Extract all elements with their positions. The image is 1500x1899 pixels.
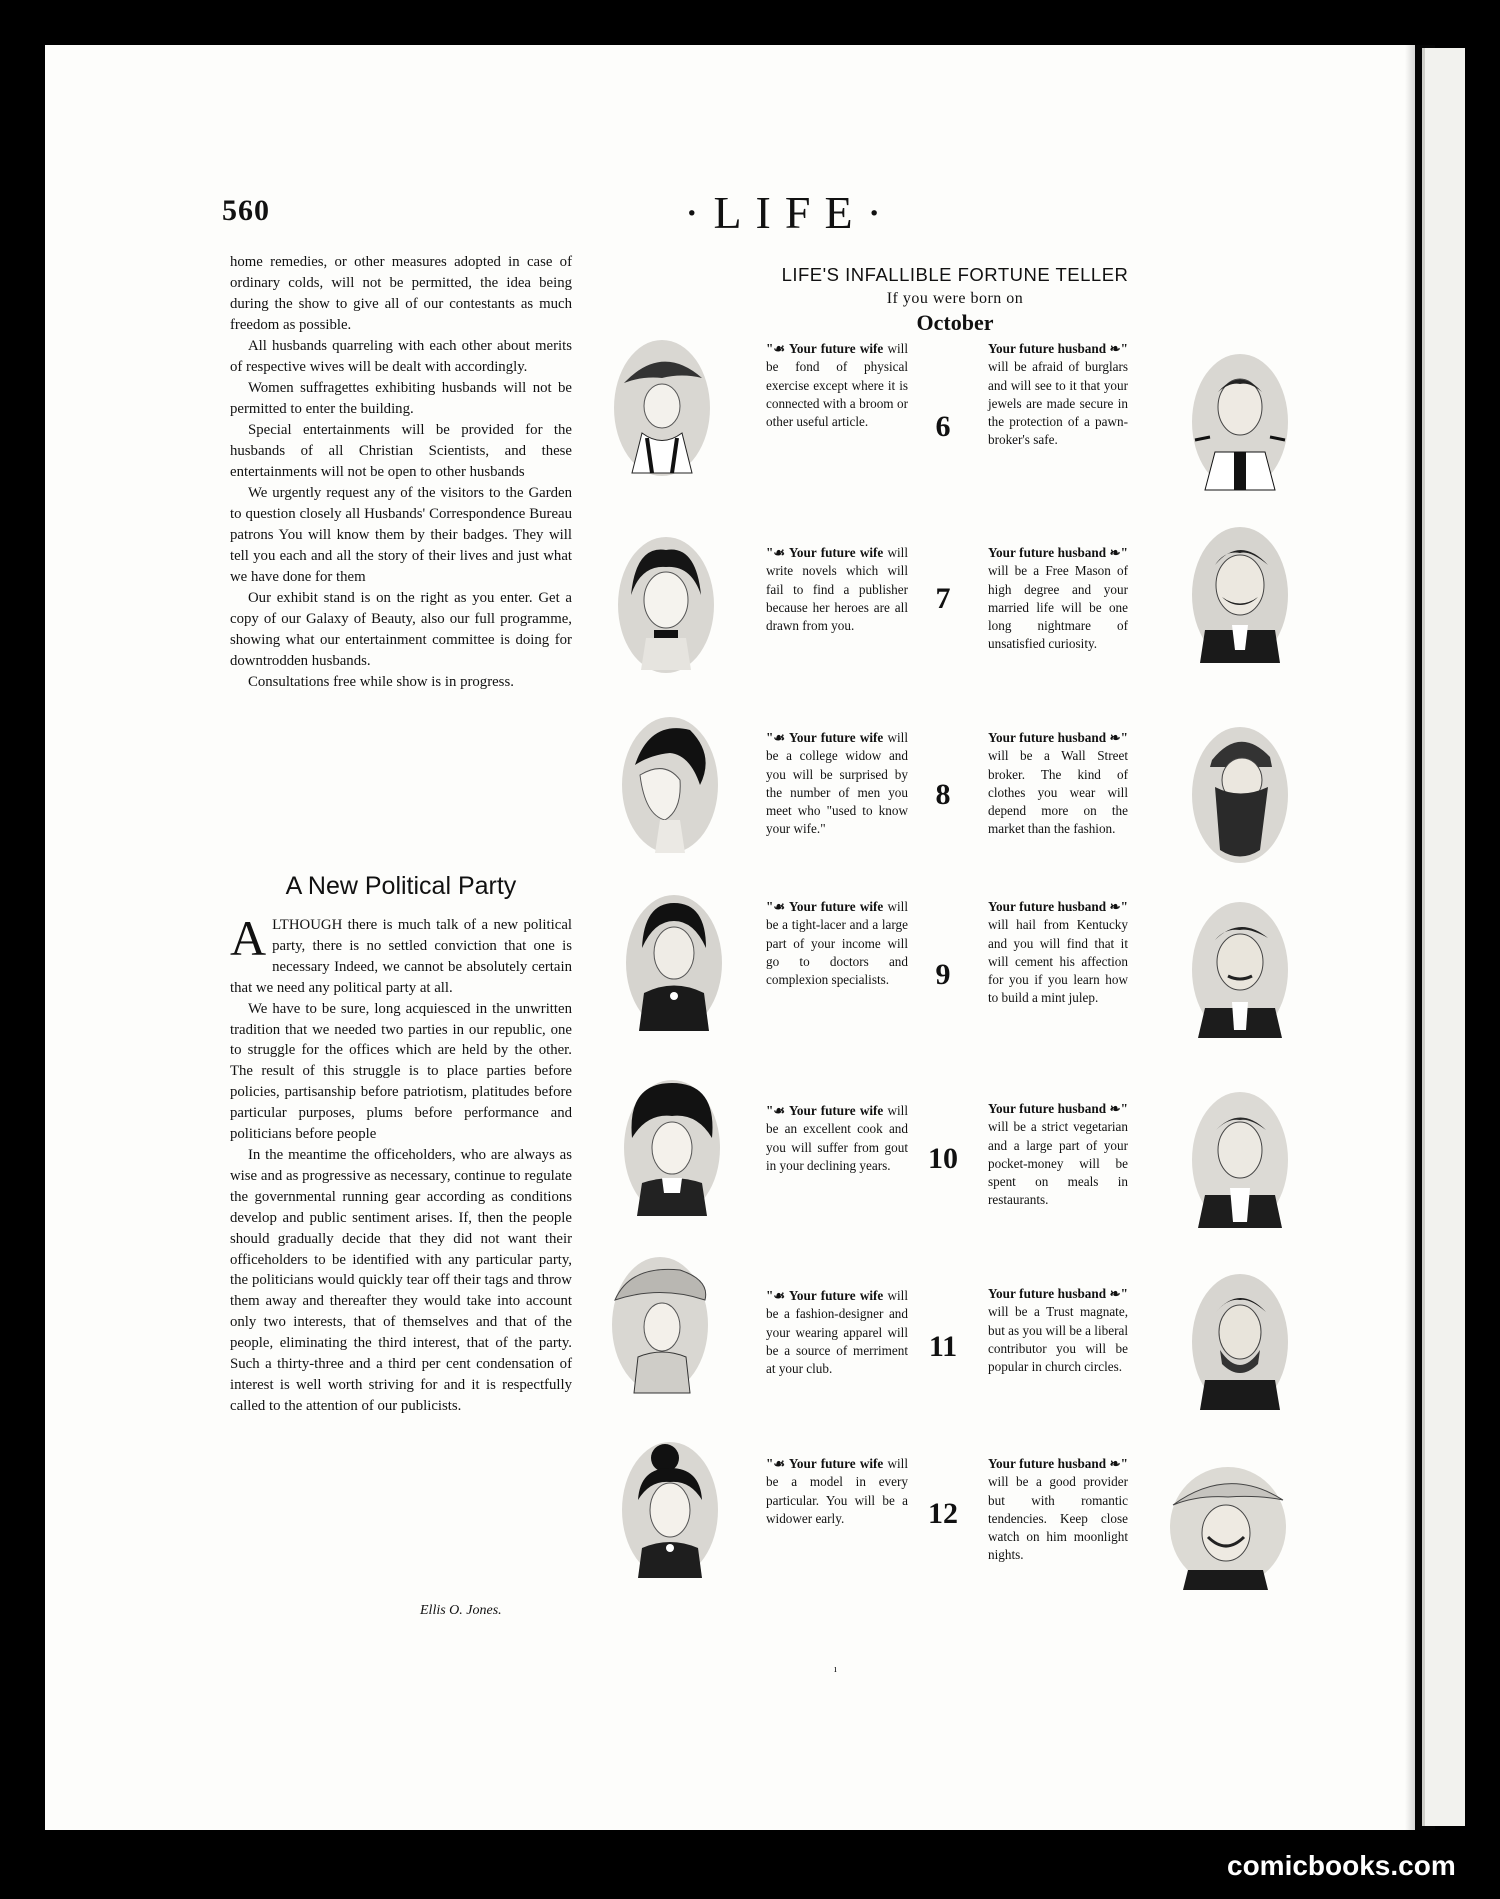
man-portrait-image [1190, 900, 1290, 1040]
woman-portrait-image [624, 893, 724, 1033]
paragraph: ALTHOUGH there is much talk of a new political party, there is no settled conviction that one is necessary Indeed, we cannot be absolutely certain that we need any political party at all. [230, 910, 572, 996]
article-title: A New Political Party [285, 872, 517, 900]
wife-fortune: "☙ Your future wife will be a model in every particular. You will be a widower early. [766, 1456, 908, 1526]
byline: Ellis O. Jones. [420, 1603, 502, 1618]
fortune-teller-month: October [916, 310, 994, 335]
paragraph: Our exhibit stand is on the right as you enter. Get a copy of our Galaxy of Beauty, also our full programme, showing what our entertainment committee is doing for downtrodden husbands. [230, 590, 572, 669]
paragraph: Women suffragettes exhibiting husbands will not be permitted to enter the building. [230, 380, 572, 417]
birth-day-number: 8 [935, 778, 951, 811]
facing-page-edge [1422, 48, 1465, 1826]
fortune-teller-title: LIFE'S INFALLIBLE FORTUNE TELLER [781, 264, 1129, 285]
woman-portrait-image [620, 1440, 720, 1580]
birth-day-number: 9 [935, 958, 951, 991]
paragraph: We have to be sure, long acquiesced in the unwritten tradition that we needed two parties in our republic, one to struggle for the offices which are held by the other. The result of this struggle is to place parties before policies, partisanship before patriotism, platitudes before particular purposes, plums before performance and politicians before people [230, 1000, 572, 1143]
drop-cap: A [230, 910, 267, 966]
birth-day-number: 11 [928, 1330, 958, 1363]
fortune-teller-subtitle: If you were born on [886, 290, 1024, 307]
husband-fortune: Your future husband ❧" will be a Trust magnate, but as you will be a liberal contributor you will be popular in church circles. [988, 1286, 1128, 1375]
paragraph: All husbands quarreling with each other about merits of respective wives will be dealt with accordingly. [230, 338, 572, 375]
page-fold-shadow [1405, 45, 1415, 1830]
wife-fortune: "☙ Your future wife will be a fashion-designer and your wearing apparel will be a source of merriment at your club. [766, 1288, 908, 1377]
paragraph: In the meantime the officeholders, who are always as wise and as progressive as necessary, continue to regulate the governmental running gear according as conditions develop and public sentiment arises. If, then the people should gradually decide that they did not want their officeholders to be identified with any particular party, the politicians would quickly tear off their tags and throw them away and thereafter they would take into account only two interests, that of themselves and that of the people, eliminating the third interest, that of the party. Such a thirty-three and a third per cent condensation of interest is well worth striving for and it is respectfully called to the attention of our publicists. [230, 1146, 572, 1414]
continued-article [230, 252, 572, 693]
woman-portrait-image [610, 1255, 710, 1395]
man-portrait-image [1190, 1272, 1290, 1412]
paragraph: We urgently request any of the visitors to the Garden to question closely all Husbands' Correspondence Bureau patrons You will know them by their badges. They will tell you each and all the story of their lives and just what we have done for them [230, 485, 572, 585]
birth-day-number: 12 [928, 1497, 958, 1530]
wife-fortune: "☙ Your future wife will be an excellent cook and you will suffer from gout in your declining years. [766, 1103, 908, 1173]
woman-portrait-image [616, 535, 716, 675]
watermark-text: comicbooks.com [1227, 1850, 1456, 1881]
page-number: 560 [222, 194, 270, 227]
woman-portrait-image [612, 338, 712, 478]
birth-day-number: 6 [935, 410, 951, 443]
political-article-body [230, 910, 572, 1417]
man-portrait-image [1190, 1090, 1290, 1230]
husband-fortune: Your future husband ❧" will be afraid of burglars and will see to it that your jewels are made secure in the protection of a pawn-broker's safe. [988, 341, 1128, 448]
husband-fortune: Your future husband ❧" will be a strict vegetarian and a large part of your pocket-money will be spent on meals in restaurants. [988, 1101, 1128, 1208]
wife-fortune: "☙ Your future wife will be fond of physical exercise except where it is connected with a broom or other useful article. [766, 341, 908, 430]
wife-fortune: "☙ Your future wife will be a tight-lacer and a large part of your income will go to doctors and complexion specialists. [766, 899, 908, 988]
husband-fortune: Your future husband ❧" will hail from Kentucky and you will find that it will cement his affection for you if you learn how to build a mint julep. [988, 899, 1128, 1006]
husband-fortune: Your future husband ❧" will be a Free Mason of high degree and your married life will be one long nightmare of unsatisfied curiosity. [988, 545, 1128, 652]
print-mark: ı [834, 1664, 837, 1675]
paragraph: home remedies, or other measures adopted in case of ordinary colds, will not be permitted, the idea being during the show to give all of our contestants as much freedom as possible. [230, 254, 572, 333]
wife-fortune: "☙ Your future wife will be a college widow and you will be surprised by the number of men you meet who "used to know your wife." [766, 730, 908, 837]
husband-fortune: Your future husband ❧" will be a Wall Street broker. The kind of clothes you wear will depend more on the market than the fashion. [988, 730, 1128, 837]
woman-portrait-image [622, 1078, 722, 1218]
man-portrait-image [1190, 525, 1290, 665]
man-portrait-image [1190, 352, 1290, 492]
man-portrait-image [1190, 725, 1290, 865]
masthead-title: ·LIFE· [684, 187, 896, 238]
husband-fortune: Your future husband ❧" will be a good provider but with romantic tendencies. Keep close watch on him moonlight nights. [988, 1456, 1128, 1563]
paragraph: Special entertainments will be provided for the husbands of all Christian Scientists, and these entertainments will not be open to other husbands [230, 422, 572, 480]
paragraph: Consultations free while show is in progress. [248, 674, 514, 690]
birth-day-number: 10 [928, 1142, 958, 1175]
birth-day-number: 7 [935, 582, 951, 615]
woman-portrait-image [620, 715, 720, 855]
wife-fortune: "☙ Your future wife will write novels which will fail to find a publisher because her heroes are all drawn from you. [766, 545, 908, 634]
man-portrait-image [1168, 1465, 1288, 1590]
